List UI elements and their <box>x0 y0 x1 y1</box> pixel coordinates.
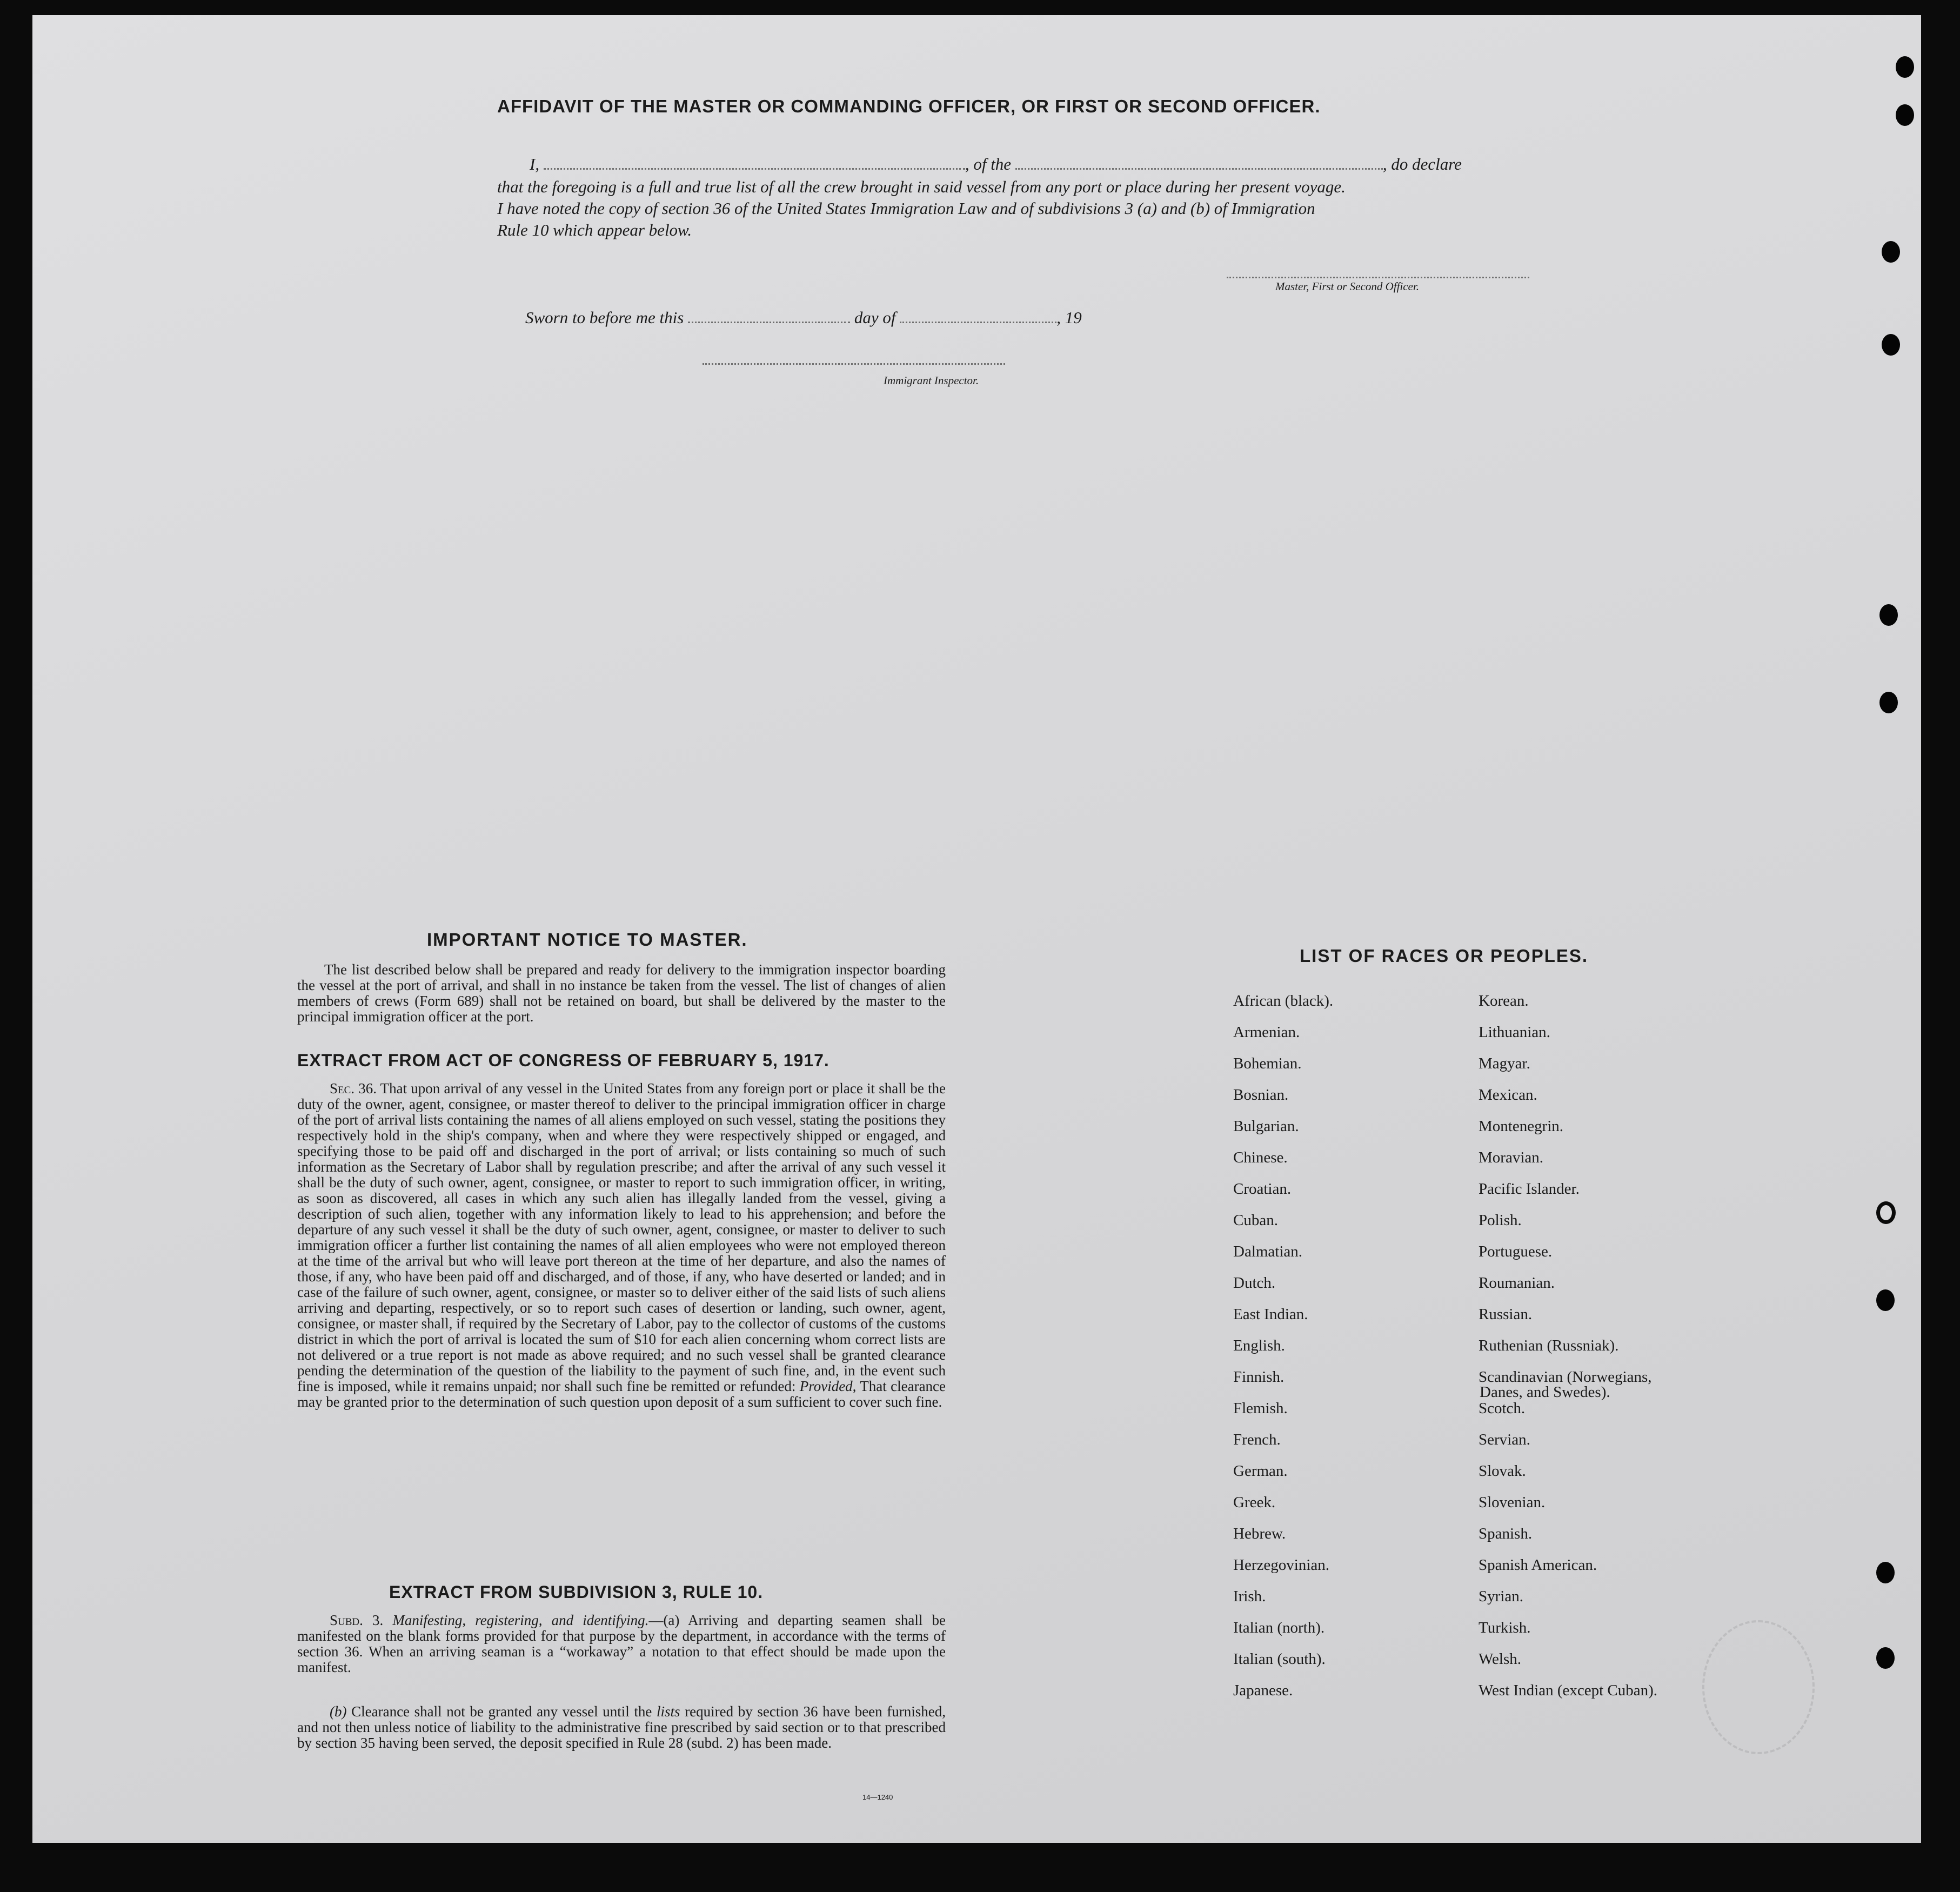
race-item: Armenian. <box>1233 1024 1300 1041</box>
race-item: Dutch. <box>1233 1274 1276 1292</box>
extract-rule-title: EXTRACT FROM SUBDIVISION 3, RULE 10. <box>389 1582 764 1602</box>
affidavit-line-3: I have noted the copy of section 36 of the United States Immigration Law and of subdivisions 3 (a) and (b) of Immigration <box>497 199 1315 218</box>
extract-rule-subd-b: (b) Clearance shall not be granted any vessel until the lists required by section 36 have been furnished, and not then unless notice of liability to the administrative fine prescribed by said section or to that prescribed by section 35 having been served, the deposit specified in Rule 28 (subd. 2) has been made. <box>297 1703 946 1751</box>
extract-rule-subd-a: Subd. 3. Manifesting, registering, and identifying.—(a) Arriving and departing seamen shall be manifested on the blank forms provided for that purpose by the department, in accordance with the terms of section 36. When an arriving seaman is a “workaway” a notation to that effect should be made upon the manifest. <box>297 1612 946 1675</box>
form-number: 14—1240 <box>862 1793 893 1801</box>
race-item: East Indian. <box>1233 1306 1308 1323</box>
affidavit-line-4: Rule 10 which appear below. <box>497 220 692 239</box>
races-left-column <box>1233 993 1333 1714</box>
notice-title: IMPORTANT NOTICE TO MASTER. <box>427 930 748 950</box>
race-item: Slovak. <box>1479 1462 1526 1480</box>
race-item: German. <box>1233 1462 1288 1480</box>
race-item: Greek. <box>1233 1494 1276 1511</box>
bleed-through-heading <box>335 102 348 133</box>
race-item: Flemish. <box>1233 1400 1288 1417</box>
race-item: Russian. <box>1479 1306 1533 1323</box>
race-item: Spanish. <box>1479 1525 1533 1542</box>
race-item: Portuguese. <box>1479 1243 1553 1260</box>
binder-hole <box>1876 1562 1895 1583</box>
race-item: Chinese. <box>1233 1149 1288 1166</box>
race-item: Spanish American. <box>1479 1556 1597 1574</box>
vessel-blank <box>1015 165 1383 170</box>
race-item: Turkish. <box>1479 1619 1531 1636</box>
inspector-caption: Immigrant Inspector. <box>884 374 979 387</box>
race-item: Magyar. <box>1479 1055 1530 1072</box>
race-item: Roumanian. <box>1479 1274 1555 1292</box>
notice-body: The list described below shall be prepared and ready for delivery to the immigration inspector boarding the vessel at the port of arrival, and shall in no instance be taken from the vessel. The list of changes of alien members of crews (Form 689) shall not be retained on board, but shall be delivered by the master to the principal immigration officer at the port. <box>297 961 946 1025</box>
race-item: Bohemian. <box>1233 1055 1302 1072</box>
race-item: Japanese. <box>1233 1682 1293 1699</box>
races-right-column <box>1479 993 1657 1714</box>
race-item: Mexican. <box>1479 1086 1537 1104</box>
race-item: Syrian. <box>1479 1588 1523 1605</box>
stamp-seal <box>1702 1620 1815 1754</box>
race-item-multiline: Scandinavian (Norwegians, Danes, and Swedes). <box>1479 1368 1652 1401</box>
race-item: Hebrew. <box>1233 1525 1286 1542</box>
race-item: African (black). <box>1233 992 1334 1009</box>
binder-hole <box>1896 56 1914 78</box>
binder-hole <box>1882 334 1900 356</box>
race-item: Montenegrin. <box>1479 1118 1564 1135</box>
name-blank <box>544 165 965 170</box>
affidavit-title: AFFIDAVIT OF THE MASTER OR COMMANDING OFFICER, OR FIRST OR SECOND OFFICER. <box>497 96 1321 116</box>
binder-hole <box>1876 1647 1895 1669</box>
inspector-signature-line <box>703 360 1005 365</box>
race-item: Korean. <box>1479 992 1529 1009</box>
race-item: Irish. <box>1233 1588 1266 1605</box>
race-item: Dalmatian. <box>1233 1243 1303 1260</box>
race-item: Slovenian. <box>1479 1494 1546 1511</box>
race-item: Italian (south). <box>1233 1650 1326 1668</box>
race-item: Cuban. <box>1233 1212 1278 1229</box>
document-page <box>32 15 1921 1843</box>
binder-hole <box>1876 1201 1896 1224</box>
race-item: Finnish. <box>1233 1368 1285 1386</box>
race-item: Bulgarian. <box>1233 1118 1299 1135</box>
race-item: Lithuanian. <box>1479 1024 1550 1041</box>
race-item: Scotch. <box>1479 1400 1526 1417</box>
affidavit-line-1: I, , of the , do declare <box>530 155 1462 173</box>
race-item: Italian (north). <box>1233 1619 1325 1636</box>
sworn-line: Sworn to before me this day of , 19 <box>525 308 1082 327</box>
race-item: Moravian. <box>1479 1149 1543 1166</box>
signature-caption: Master, First or Second Officer. <box>1275 280 1419 293</box>
race-item: Pacific Islander. <box>1479 1180 1580 1198</box>
race-item: Ruthenian (Russniak). <box>1479 1337 1619 1354</box>
race-item: French. <box>1233 1431 1281 1448</box>
races-title: LIST OF RACES OR PEOPLES. <box>1300 946 1589 966</box>
binder-hole <box>1879 604 1898 626</box>
binder-hole <box>1896 104 1914 126</box>
race-item: Servian. <box>1479 1431 1530 1448</box>
extract-act-title: EXTRACT FROM ACT OF CONGRESS OF FEBRUARY 5, 1917. <box>297 1051 830 1070</box>
race-item: Herzegovinian. <box>1233 1556 1329 1574</box>
race-item: West Indian (except Cuban). <box>1479 1682 1658 1699</box>
race-item: Bosnian. <box>1233 1086 1289 1104</box>
extract-act-body: Sec. 36. That upon arrival of any vessel in the United States from any foreign port or place it shall be the duty of the owner, agent, consignee, or master thereof to deliver to the principal immigration officer in charge of the port of arrival lists containing the names of all aliens employed on such vessel, stating the positions they respectively hold in the ship's company, when and where they were respectively shipped or engaged, and specifying those to be paid off and discharged in the port of arrival; or lists containing so much of such information as the Secretary of Labor shall by regulation prescribe; and after the arrival of any such vessel it shall be the duty of such owner, agent, consignee, or master to report to such immigration officer, in writing, as soon as discovered, all cases in which any such alien has illegally landed from the vessel, giving a description of such alien, together with any information likely to lead to his apprehension; and before the departure of any such vessel it shall be the duty of such owner, agent, consignee, or master to deliver to such immigration officer a further list containing the names of all alien employees who were not employed thereon at the time of the arrival but who will leave port thereon at the time of her departure, and also the names of those, if any, who have been paid off and discharged, and of those, if any, who have deserted or landed; and in case of the failure of such owner, agent, consignee, or master so to deliver either of the said lists of such aliens arriving and departing, respectively, or so to report such cases of desertion or landing, such owner, agent, consignee, or master shall, if required by the Secretary of Labor, pay to the collector of customs of the customs district in which the port of arrival is located the sum of $10 for each alien concerning whom correct lists are not delivered or a true report is not made as above required; and no such vessel shall be granted clearance pending the determination of the question of the liability to the payment of such fine, and, in the event such fine is imposed, while it remains unpaid; nor shall such fine be remitted or refunded: Provided, That clearance may be granted prior to the determination of such question upon deposit of a sum sufficient to cover such fine. <box>297 1080 946 1410</box>
signature-line <box>1227 273 1529 278</box>
race-item: Croatian. <box>1233 1180 1292 1198</box>
binder-hole <box>1879 692 1898 713</box>
race-item: English. <box>1233 1337 1285 1354</box>
binder-hole <box>1876 1289 1895 1311</box>
binder-hole <box>1882 241 1900 263</box>
affidavit-line-2: that the foregoing is a full and true list of all the crew brought in said vessel from any port or place during her present voyage. <box>497 177 1346 196</box>
race-item: Welsh. <box>1479 1650 1522 1668</box>
race-item: Polish. <box>1479 1212 1522 1229</box>
